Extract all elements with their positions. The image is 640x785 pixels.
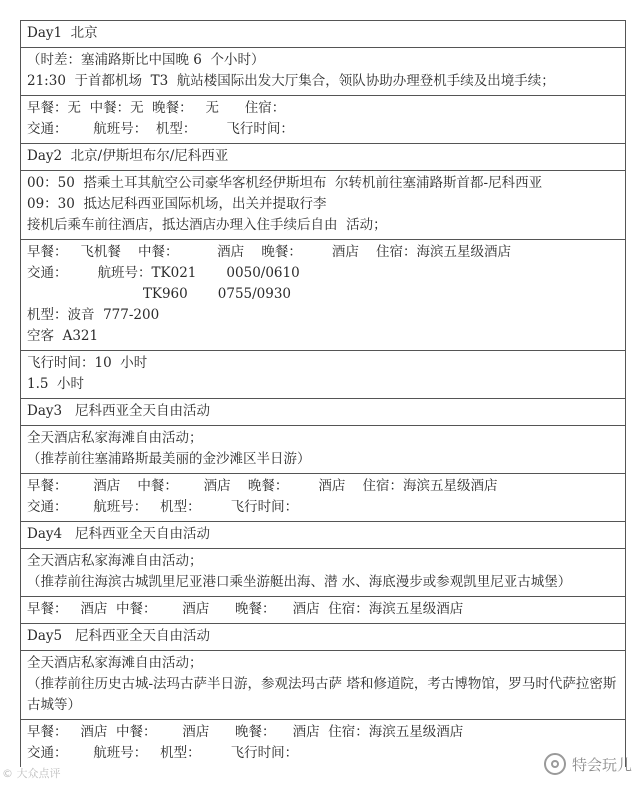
day3-details xyxy=(21,425,625,473)
text-line: 1.5 小时 xyxy=(27,376,85,392)
day2-details xyxy=(21,170,625,239)
day4-header xyxy=(21,521,625,548)
day1-details xyxy=(21,47,625,95)
text-line: TK960 0755/0930 xyxy=(27,286,292,302)
text-line: 交通： 航班号： 机型： 飞行时间： xyxy=(27,499,299,515)
text-line: 21:30 于首都机场 T3 航站楼国际出发大厅集合，领队协助办理登机手续及出境手续； xyxy=(27,73,555,89)
text-line: 早餐： 酒店 中餐： 酒店 晚餐： 酒店 住宿：海滨五星级酒店 xyxy=(27,724,464,740)
text-line: 早餐： 酒店 中餐： 酒店 晚餐： 酒店 住宿：海滨五星级酒店 xyxy=(27,601,464,617)
text-line: 早餐：无 中餐：无 晚餐： 无 住宿： xyxy=(27,100,286,116)
day4-details xyxy=(21,548,625,596)
day4-meals xyxy=(21,596,625,623)
watermark-text: 特会玩儿 xyxy=(571,755,632,774)
text-line: 交通： 航班号： 机型： 飞行时间： xyxy=(27,121,294,137)
day1-meals-transport xyxy=(21,95,625,143)
text-line: 飞行时间：10 小时 xyxy=(27,355,148,371)
text-line: Day3 尼科西亚全天自由活动 xyxy=(27,403,210,419)
day5-meals-transport xyxy=(21,719,625,767)
text-line: （推荐前往塞浦路斯最美丽的金沙滩区半日游） xyxy=(27,451,311,467)
text-line: 交通： 航班号： 机型： 飞行时间： xyxy=(27,745,299,761)
text-line: Day2 北京/伊斯坦布尔/尼科西亚 xyxy=(27,148,229,164)
watermark-left: © 大众点评 xyxy=(2,767,61,780)
text-line: 早餐： 飞机餐 中餐： 酒店 晚餐： 酒店 住宿：海滨五星级酒店 xyxy=(27,244,512,260)
text-line: 早餐： 酒店 中餐： 酒店 晚餐： 酒店 住宿：海滨五星级酒店 xyxy=(27,478,498,494)
day2-header xyxy=(21,143,625,170)
text-line: 空客 A321 xyxy=(27,328,99,344)
text-line: 全天酒店私家海滩自由活动； xyxy=(27,430,203,446)
text-line: 全天酒店私家海滩自由活动； xyxy=(27,655,203,671)
itinerary-table xyxy=(20,20,626,767)
watermark-right xyxy=(544,753,632,775)
text-line: 00：50 搭乘土耳其航空公司豪华客机经伊斯坦布 尔转机前往塞浦路斯首都-尼科西亚 xyxy=(27,175,543,191)
day2-meals-transport xyxy=(21,239,625,350)
text-line: Day5 尼科西亚全天自由活动 xyxy=(27,628,210,644)
day3-header xyxy=(21,398,625,425)
text-line: （推荐前往历史古城-法玛古萨半日游，参观法玛古萨 塔和修道院，考古博物馆，罗马时代萨拉密斯古城等） xyxy=(27,676,617,713)
day5-details xyxy=(21,650,625,719)
day2-flight-time xyxy=(21,350,625,398)
day5-header xyxy=(21,623,625,650)
text-line: 全天酒店私家海滩自由活动； xyxy=(27,553,203,569)
wechat-channel-icon xyxy=(544,753,566,775)
text-line: Day1 北京 xyxy=(27,25,98,41)
text-line: Day4 尼科西亚全天自由活动 xyxy=(27,526,210,542)
text-line: （推荐前往海滨古城凯里尼亚港口乘坐游艇出海、潜 水、海底漫步或参观凯里尼亚古城堡） xyxy=(27,574,572,590)
text-line: 接机后乘车前往酒店，抵达酒店办理入住手续后自由 活动； xyxy=(27,217,387,233)
text-line: 机型：波音 777-200 xyxy=(27,307,160,323)
text-line: 交通： 航班号：TK021 0050/0610 xyxy=(27,265,300,281)
text-line: （时差：塞浦路斯比中国晚 6 个小时） xyxy=(27,52,265,68)
day1-header xyxy=(21,20,625,47)
day3-meals-transport xyxy=(21,473,625,521)
text-line: 09：30 抵达尼科西亚国际机场，出关并提取行李 xyxy=(27,196,327,212)
